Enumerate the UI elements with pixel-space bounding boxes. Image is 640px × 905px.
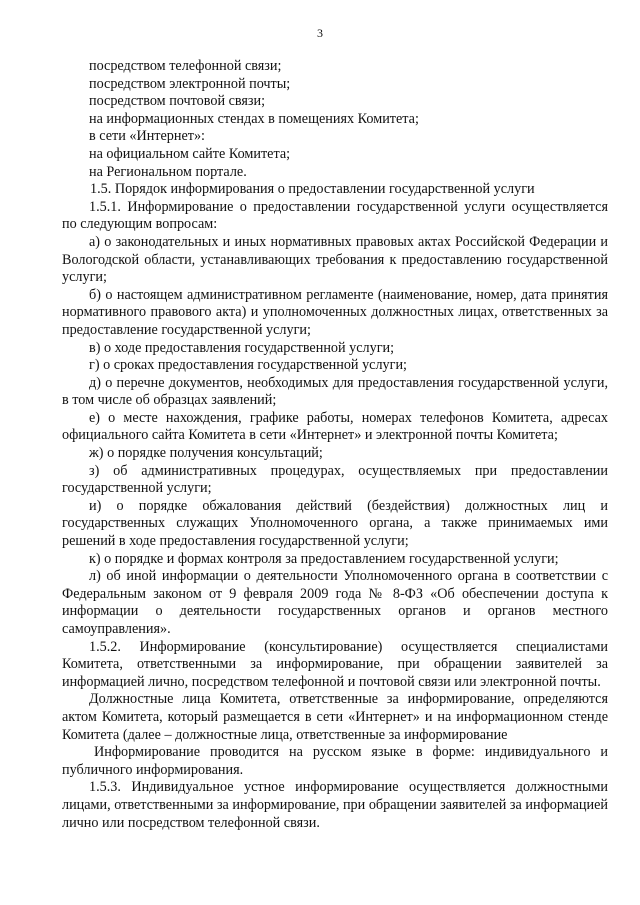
list-item: е) о месте нахождения, графике работы, номерах телефонов Комитета, адресах официального сайта Комитета в сети «Интернет» и электронной почты Комитета; [62,409,608,444]
list-item: к) о порядке и формах контроля за предоставлением государственной услуги; [89,550,559,567]
list-item: д) о перечне документов, необходимых для предоставления государственной услуги, в том числе об образцах заявлений; [62,374,608,409]
paragraph: 1.5.2. Информирование (консультирование) осуществляется специалистами Комитета, ответственными за информирование, при обращении заявителей за информацией лично, посредством телефонной и почтовой связи или электронной почты. [62,638,608,690]
list-item: л) об иной информации о деятельности Уполномоченного органа в соответствии с Федеральным законом от 9 февраля 2009 года № 8-ФЗ «Об обеспечении доступа к информации о деятельности государственных органов и органов местного самоуправления». [62,568,608,637]
list-item: посредством телефонной связи; [89,58,282,74]
list-item: г) о сроках предоставления государственной услуги; [89,357,407,374]
list-item: з) об административных процедурах, осуществляемых при предоставлении государственной услуги; [62,462,608,497]
list-item: посредством почтовой связи; [89,93,266,110]
list-item: и) о порядке обжалования действий (бездействия) должностных лиц и государственных служащих Уполномоченного органа, а также принимаемых ими решений в ходе предоставления государственной услуги; [62,497,608,550]
paragraph: Должностные лица Комитета, ответственные за информирование, определяются актом Комитета, который размещается в сети «Интернет» и на информационном стенде Комитета (далее – должностные лица, ответственные за информирование [62,691,608,743]
page-number: 3 [317,26,323,40]
document-body [62,58,608,832]
section-heading: 1.5. Порядок информирования о предоставлении государственной услуги [90,181,535,198]
list-item: ж) о порядке получения консультаций; [89,445,323,462]
paragraph: Информирование проводится на русском языке в форме: индивидуального и публичного информирования. [62,744,608,778]
paragraph: 1.5.3. Индивидуальное устное информирование осуществляется должностными лицами, ответственными за информирование, при обращении заявителей за информацией лично или посредством телефонной связи. [62,779,608,831]
list-item: посредством электронной почты; [89,75,291,92]
paragraph: 1.5.1. Информирование о предоставлении государственной услуги осуществляется по следующим вопросам: [62,198,608,233]
list-item: на информационных стендах в помещениях Комитета; [89,110,419,127]
list-item: б) о настоящем административном регламенте (наименование, номер, дата принятия нормативного правового акта) и уполномоченных должностных лицах, ответственных за предоставление государственной услуги; [62,286,608,338]
list-item: а) о законодательных и иных нормативных правовых актах Российской Федерации и Вологодской области, устанавливающих требования к предоставлению государственной услуги; [62,233,608,286]
list-item: в сети «Интернет»: [89,128,206,145]
list-item: на Региональном портале. [89,163,247,180]
list-item: на официальном сайте Комитета; [89,145,291,162]
list-item: в) о ходе предоставления государственной услуги; [89,339,395,356]
